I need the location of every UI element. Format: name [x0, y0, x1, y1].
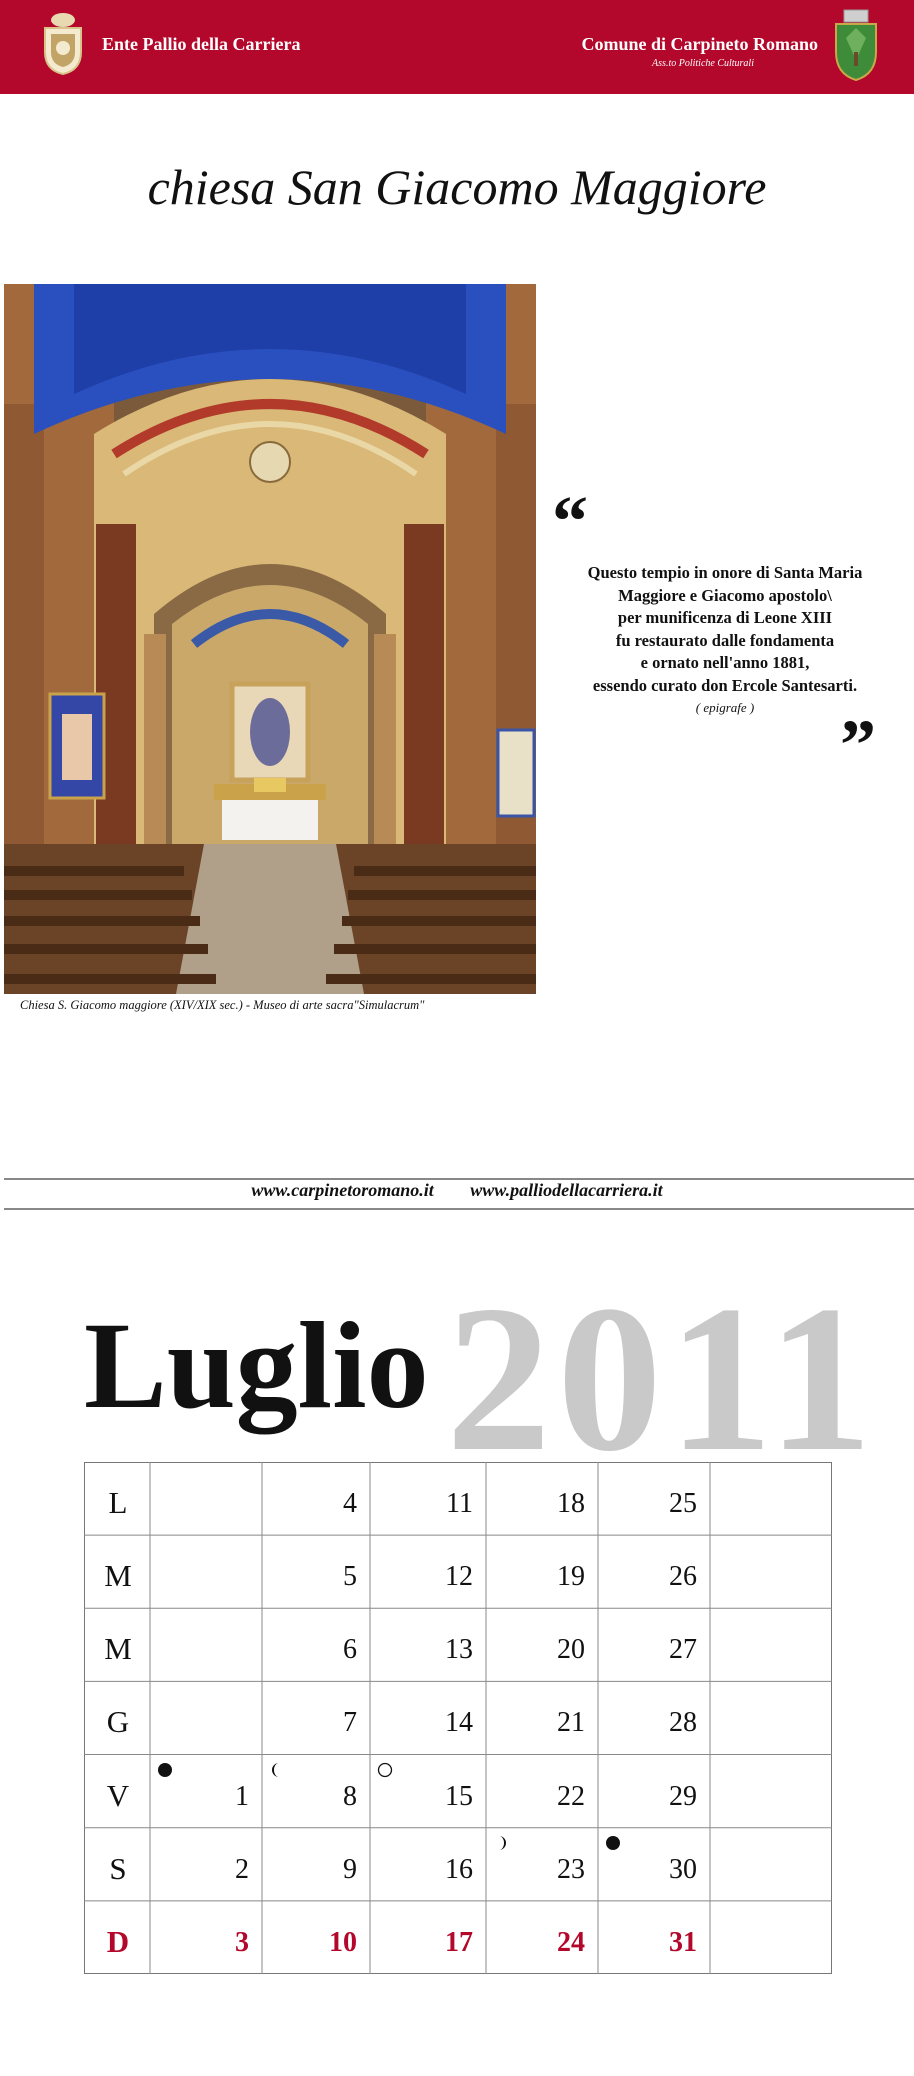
calendar-day: 31	[669, 1926, 697, 1958]
photo-caption: Chiesa S. Giacomo maggiore (XIV/XIX sec.) - Museo di arte sacra"Simulacrum"	[20, 998, 425, 1012]
year-label: 2011	[446, 1263, 879, 1495]
close-quote-mark: ”	[840, 705, 876, 785]
calendar-day: 6	[343, 1634, 357, 1666]
weekday-label: L	[108, 1485, 128, 1520]
calendar-day: 1	[235, 1780, 249, 1812]
left-organization-name: Ente Pallio della Carriera	[102, 34, 301, 54]
quote-line: essendo curato don Ercole Santesarti.	[592, 675, 858, 695]
calendar-grid	[84, 1462, 832, 1974]
first-quarter-icon	[269, 1762, 285, 1778]
right-organization-subtitle: Ass.to Politiche Culturali	[652, 58, 754, 69]
open-quote-mark: “	[552, 481, 588, 561]
calendar-day: 14	[445, 1707, 473, 1739]
calendar-day: 29	[669, 1780, 697, 1812]
weekday-label: V	[106, 1777, 130, 1813]
calendar-day: 18	[557, 1488, 585, 1519]
weekday-label: S	[109, 1850, 127, 1886]
calendar-day: 23	[557, 1853, 585, 1885]
calendar-day: 10	[329, 1926, 357, 1958]
link-carpineto-romano[interactable]: www.carpinetoromano.it	[251, 1180, 434, 1200]
quote-line: Maggiore e Giacomo apostolo\	[618, 585, 832, 605]
church-interior-photo	[4, 284, 536, 994]
last-quarter-icon	[493, 1835, 509, 1851]
calendar-day: 4	[343, 1488, 357, 1519]
epigraph-quote	[556, 562, 894, 720]
calendar-day: 24	[557, 1926, 585, 1958]
calendar-day: 27	[669, 1634, 697, 1666]
weekday-label: M	[104, 1558, 132, 1594]
calendar-day: 20	[557, 1634, 585, 1666]
calendar-day: 28	[669, 1707, 697, 1739]
calendar-day: 15	[445, 1780, 473, 1812]
calendar-day: 2	[235, 1853, 249, 1885]
website-links	[0, 1180, 914, 1201]
full-moon-icon	[377, 1762, 393, 1778]
weekday-label: D	[106, 1923, 130, 1959]
month-label: Luglio	[84, 1297, 429, 1434]
header-banner	[0, 0, 914, 94]
calendar-day: 7	[343, 1707, 357, 1739]
weekday-label: G	[106, 1704, 130, 1740]
quote-line: fu restaurato dalle fondamenta	[615, 630, 835, 650]
calendar-day: 19	[557, 1561, 585, 1593]
calendar-day: 9	[343, 1853, 357, 1885]
calendar-day: 17	[445, 1926, 473, 1958]
right-organization-name: Comune di Carpineto Romano	[581, 34, 818, 54]
divider-bottom	[4, 1208, 914, 1210]
new-moon-icon	[157, 1762, 173, 1778]
calendar-day: 16	[445, 1853, 473, 1885]
calendar-day: 26	[669, 1561, 697, 1593]
pallio-crest-icon	[40, 10, 86, 76]
calendar-day: 25	[669, 1488, 697, 1519]
calendar-day: 21	[557, 1707, 585, 1739]
calendar-day: 22	[557, 1780, 585, 1812]
calendar-day: 5	[343, 1561, 357, 1593]
calendar-day: 12	[445, 1561, 473, 1593]
calendar-day: 30	[669, 1853, 697, 1885]
quote-source: ( epigrafe )	[695, 700, 755, 715]
calendar-day: 13	[445, 1634, 473, 1666]
quote-line: e ornato nell'anno 1881,	[640, 653, 810, 672]
quote-line: Questo tempio in onore di Santa Maria	[587, 563, 863, 582]
quote-line: per munificenza di Leone XIII	[617, 608, 833, 627]
calendar-day: 11	[446, 1488, 473, 1519]
new-moon-icon	[605, 1835, 621, 1851]
calendar-day: 3	[235, 1926, 249, 1958]
carpineto-coat-of-arms-icon	[830, 8, 882, 82]
page-title: chiesa San Giacomo Maggiore	[147, 159, 767, 215]
calendar-day: 8	[343, 1780, 357, 1812]
link-pallio-carriera[interactable]: www.palliodellacarriera.it	[470, 1180, 663, 1200]
weekday-label: M	[104, 1631, 132, 1667]
